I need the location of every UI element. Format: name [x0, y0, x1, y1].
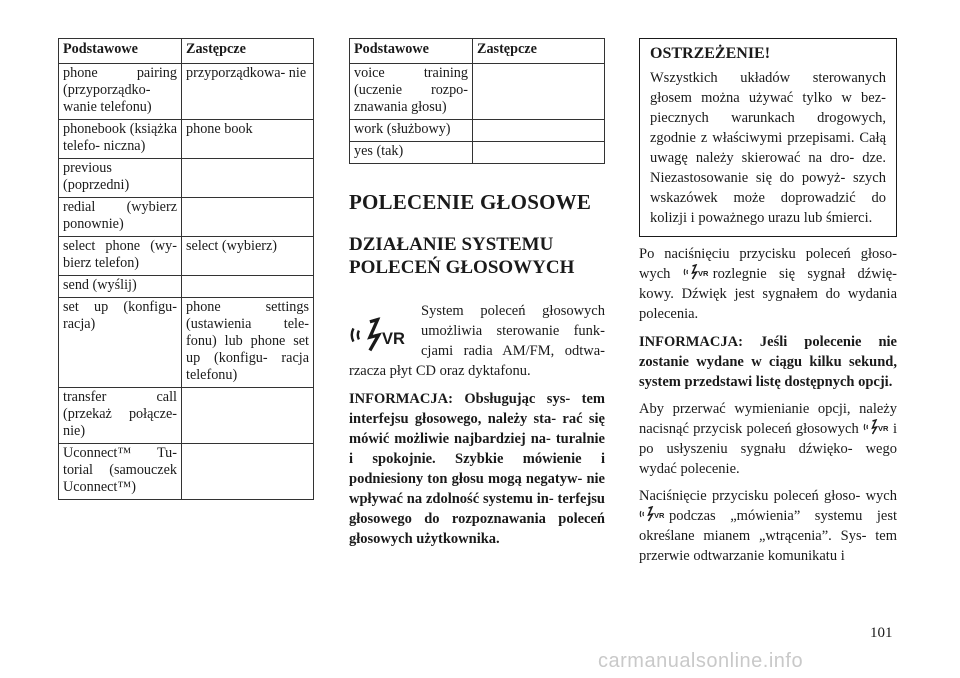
- voice-command-table-right: [349, 38, 605, 164]
- paragraph-text: rozlegnie się sygnał dźwię- kowy. Dźwięk jest sygnałem do wydania polecenia.: [639, 266, 898, 322]
- header-primary: Podstawowe: [350, 39, 473, 64]
- warning-text: Wszystkich układów sterowanych głosem można używać tylko w bez- piecznych warunkach drogowych, zgodnie z właściwymi przepisami. Całą uwagę należy skierować na dro- dze. Niezastosowanie się do powyż- szych wskazówek może doprowadzić do kolizji i poważnego urazu lub śmierci.: [650, 70, 886, 226]
- paragraph-text: podczas „mówienia” systemu jest określane mianem „wtrącenia”. Sys- tem przerwie odtwarzanie komunikatu i: [639, 508, 897, 564]
- table-row: [59, 298, 314, 388]
- paragraph-text: i po usłyszeniu sygnału dźwięko- wego wydać polecenie.: [639, 421, 898, 477]
- paragraph-text: Aby przerwać wymienianie opcji, należy nacisnąć przycisk poleceń głosowych: [639, 401, 897, 437]
- cell-primary: transfer call (przekaż połącze- nie): [59, 388, 182, 444]
- paragraph-press-button: [639, 244, 897, 324]
- voice-recognition-icon: [349, 309, 415, 361]
- table-header-row: [350, 39, 605, 64]
- column-left: [58, 38, 314, 500]
- cell-primary: Uconnect™ Tu- torial (samouczek Uconnect™): [59, 444, 182, 500]
- paragraph-barge-in: [639, 486, 897, 566]
- cell-primary: redial (wybierz ponownie): [59, 198, 182, 237]
- table-row: [59, 159, 314, 198]
- vr-intro: [349, 301, 605, 381]
- header-primary: Podstawowe: [59, 39, 182, 64]
- paragraph-text: Naciśnięcie przycisku poleceń głoso- wych: [639, 488, 897, 504]
- column-middle: [349, 38, 605, 549]
- cell-alternate: phone book: [182, 120, 314, 159]
- paragraph-text: Po naciśnięciu przycisku poleceń głoso- wych: [639, 246, 897, 282]
- table-row: [59, 276, 314, 298]
- voice-recognition-icon: [683, 264, 713, 280]
- cell-alternate: [182, 444, 314, 500]
- table-row: [59, 388, 314, 444]
- cell-alternate: przyporządkowa- nie: [182, 64, 314, 120]
- cell-primary: voice training (uczenie rozpo- znawania głosu): [350, 64, 473, 120]
- cell-alternate: [182, 159, 314, 198]
- table-header-row: [59, 39, 314, 64]
- table-row: [350, 120, 605, 142]
- warning-box: [639, 38, 897, 237]
- subsection-title: DZIAŁANIE SYSTEMU POLECEŃ GŁOSOWYCH: [349, 234, 575, 278]
- cell-primary: yes (tak): [350, 142, 473, 164]
- cell-alternate: [182, 276, 314, 298]
- cell-primary: select phone (wy- bierz telefon): [59, 237, 182, 276]
- cell-alternate: [473, 142, 605, 164]
- header-alternate: Zastępcze: [182, 39, 314, 64]
- cell-alternate: [473, 120, 605, 142]
- cell-primary: previous (poprzedni): [59, 159, 182, 198]
- table-row: [59, 64, 314, 120]
- vr-intro-text: System poleceń głosowych umożliwia sterowanie funk- cjami radia AM/FM, odtwa- rzacza płyt CD oraz dyktafonu.: [349, 303, 605, 379]
- table-row: [59, 120, 314, 159]
- cell-alternate: [182, 198, 314, 237]
- information-note: INFORMACJA: Obsługując sys- tem interfejsu głosowego, należy sta- rać się mówić możliwie najbardziej na- turalnie i spokojnie. Szybkie mówienie i podniesiony ton głosu mogą negatyw- nie wpływać na zdolność systemu in- terfejsu głosowego do rozpoznawania poleceń głosowych użytkownika.: [349, 391, 605, 547]
- information-note: INFORMACJA: Jeśli polecenie nie zostanie wydane w ciągu kilku sekund, system przedstawi listę dostępnych opcji.: [639, 334, 897, 390]
- cell-primary: phone pairing (przyporządko- wanie telefonu): [59, 64, 182, 120]
- cell-primary: work (służbowy): [350, 120, 473, 142]
- watermark: carmanualsonline.info: [598, 650, 804, 672]
- table-row: [59, 237, 314, 276]
- voice-recognition-icon: [863, 419, 893, 435]
- paragraph-interrupt: [639, 399, 897, 479]
- table-row: [59, 444, 314, 500]
- cell-alternate: phone settings (ustawienia tele- fonu) lub phone set up (konfigu- racja telefonu): [182, 298, 314, 388]
- column-right: [639, 38, 897, 566]
- page-number: 101: [870, 625, 893, 641]
- voice-command-table-left: [58, 38, 314, 500]
- cell-alternate: select (wybierz): [182, 237, 314, 276]
- voice-recognition-icon: [639, 506, 669, 522]
- table-row: [350, 142, 605, 164]
- table-row: [350, 64, 605, 120]
- header-alternate: Zastępcze: [473, 39, 605, 64]
- section-title: POLECENIE GŁOSOWE: [349, 190, 592, 214]
- cell-primary: phonebook (książka telefo- niczna): [59, 120, 182, 159]
- cell-alternate: [473, 64, 605, 120]
- cell-primary: set up (konfigu- racja): [59, 298, 182, 388]
- cell-alternate: [182, 388, 314, 444]
- cell-primary: send (wyślij): [59, 276, 182, 298]
- warning-title: OSTRZEŻENIE!: [650, 45, 771, 62]
- table-row: [59, 198, 314, 237]
